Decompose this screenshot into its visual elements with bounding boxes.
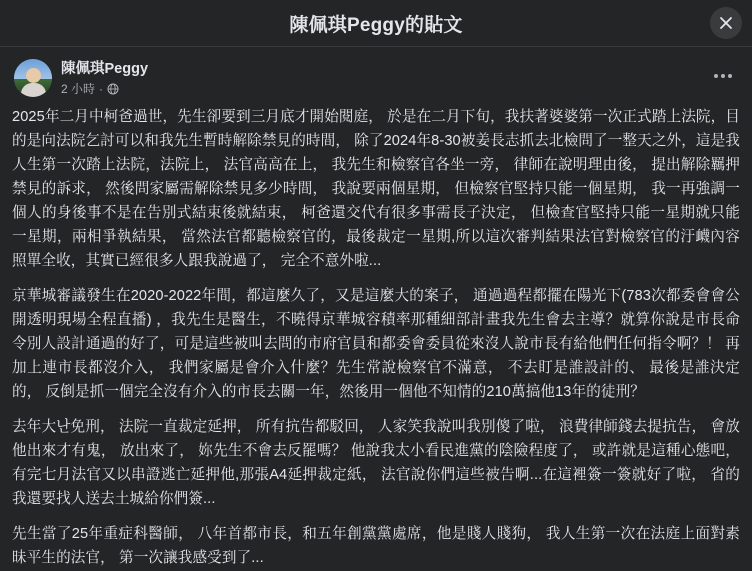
post-author-block	[61, 59, 148, 97]
avatar[interactable]	[14, 59, 52, 97]
page-title: 陳佩琪Peggy的貼文	[289, 14, 463, 36]
post-author-name[interactable]: 陳佩琪Peggy	[61, 61, 149, 77]
dot-icon	[721, 74, 725, 78]
more-options-button[interactable]	[708, 65, 738, 87]
meta-separator: ·	[99, 82, 104, 96]
post-container	[0, 47, 752, 571]
close-button[interactable]	[710, 7, 742, 39]
avatar-face	[26, 68, 41, 83]
post-meta	[61, 81, 148, 97]
dot-icon	[714, 74, 718, 78]
dot-icon	[728, 74, 732, 78]
post-paragraph: 京華城審議發生在2020-2022年間，都這麼久了，又是這麼大的案子， 通過過程都擺在陽光下(783次都委會會公開透明現場全程直播) ，我先生是醫生，不曉得京華城容積率那種細部計畫我先生會去主導？就算你說是市長命令別人設計通過的好了，可是這些被叫去問的市府官員和都委會委員從來沒人說市長有給他們任何指令啊？！ 再加上連市長都沒介入， 我們家屬是會介入什麼？先生常說檢察官不滿意， 不去盯是誰設計的、 最後是誰決定的， 反倒是抓一個完全沒有介入的市長去關一年，然後用一個他不知情的210萬搞他13年的徒刑？	[12, 288, 740, 400]
post-paragraph: 2025年二月中柯爸過世，先生卻要到三月底才開始閱庭， 於是在二月下旬，我扶著婆婆第一次正式踏上法院，目的是向法院乞討可以和我先生暫時解除禁見的時間， 除了2024年8-30被姜長志抓去北檢問了一整天之外，這是我人生第一次踏上法院，法院上， 法官高高在上， 我先生和檢察官各坐一旁， 律師在說明理由後， 提出解除羈押禁見的訴求， 然後問家屬需解除禁見多少時間， 我說要兩個星期， 但檢察官堅持只能一個星期， 我一再強調一個人的身後事不是在告別式結束後就結束， 柯爸還交代有很多事需長子決定， 但檢查官堅持只能一星期就只能一星期，兩相爭執結果， 當然法官都聽檢察官的，最後裁定一星期,所以這次審判結果法官對檢察官的汙衊內容照單全收，其實已經很多人跟我說過了， 完全不意外啦...	[12, 109, 740, 269]
post-paragraph: 先生當了25年重症科醫師， 八年首都市長，和五年創黨黨處席，他是賤人賤狗， 我人生第一次在法庭上面對素昧平生的法官， 第一次讓我感受到了...	[12, 526, 740, 566]
post-header	[0, 47, 752, 103]
dialog-header	[0, 0, 752, 47]
post-body	[0, 103, 752, 571]
globe-icon	[107, 83, 119, 95]
post-paragraph: 去年大난免刑， 法院一直裁定延押， 所有抗告都駁回， 人家笑我說叫我別傻了啦， 浪費律師錢去提抗告， 會放他出來才有鬼， 放出來了， 妳先生不會去反罷嗎？ 他說我太小看民進黨的陰險程度了， 或許就是這種心態吧， 有完七月法官又以串證逃亡延押他,那張A4延押裁定紙， 法官說你們這些被告啊...在這裡簽一簽就好了啦， 省的我還要找人送去土城給你們簽...	[12, 419, 740, 507]
avatar-body	[21, 83, 46, 97]
close-icon	[718, 15, 734, 31]
post-timestamp[interactable]: 2 小時	[61, 82, 96, 96]
